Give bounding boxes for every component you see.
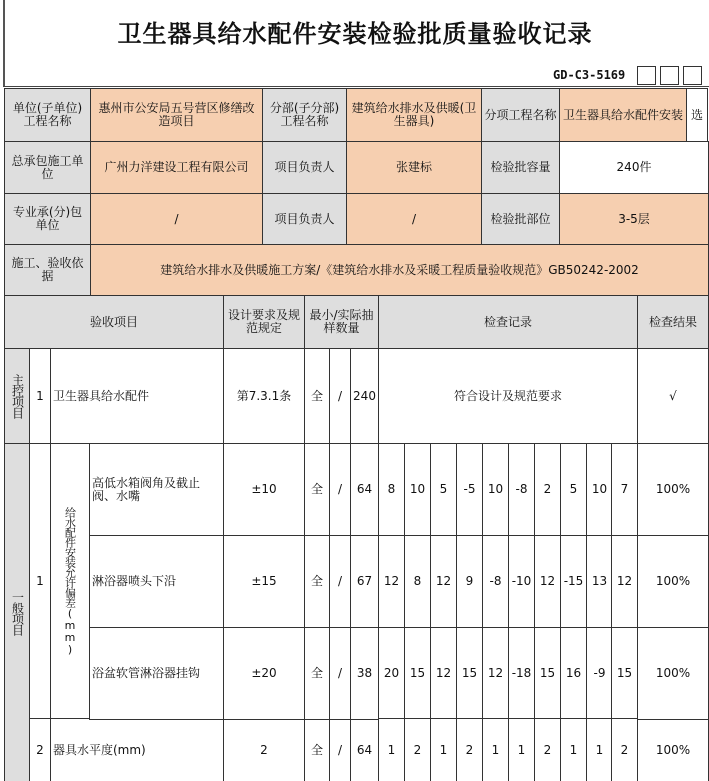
main-item-min: 全 xyxy=(304,348,330,444)
measured-value: -10 xyxy=(508,535,535,628)
measured-value: -5 xyxy=(456,443,483,536)
measured-value: 12 xyxy=(430,535,457,628)
checkbox-1[interactable] xyxy=(637,66,656,85)
measured-value: 1 xyxy=(508,718,535,781)
measured-value: 8 xyxy=(404,535,431,628)
sub-item-result: 100% xyxy=(637,627,709,720)
sub-item-actual: 67 xyxy=(350,535,379,628)
measured-value: 1 xyxy=(560,718,587,781)
main-item-result: √ xyxy=(637,348,709,444)
header-design: 设计要求及规范规定 xyxy=(223,295,305,349)
header-divider xyxy=(3,86,709,87)
sub-item-name: 浴盆软管淋浴器挂钩 xyxy=(89,627,224,720)
page-title: 卫生器具给水配件安装检验批质量验收记录 xyxy=(117,20,593,48)
sub-contractor-value: / xyxy=(90,193,263,245)
main-item-record: 符合设计及规范要求 xyxy=(378,348,638,444)
main-item-name: 卫生器具给水配件 xyxy=(50,348,224,444)
measured-value: 2 xyxy=(611,718,638,781)
measured-value: 5 xyxy=(430,443,457,536)
sub-item-actual: 64 xyxy=(350,443,379,536)
measured-value: 9 xyxy=(456,535,483,628)
measured-value: 1 xyxy=(586,718,613,781)
measured-value: 15 xyxy=(534,627,561,720)
general-item2-no: 2 xyxy=(29,718,51,781)
header-result: 检查结果 xyxy=(637,295,709,349)
measured-value: 12 xyxy=(378,535,405,628)
sub-item-result: 100% xyxy=(637,535,709,628)
general-item2-actual: 64 xyxy=(350,718,379,781)
unit-value: 惠州市公安局五号营区修缮改造项目 xyxy=(90,88,263,142)
contractor-label: 总承包施工单位 xyxy=(4,141,91,194)
general-item2-result: 100% xyxy=(637,718,709,781)
measured-value: 10 xyxy=(482,443,509,536)
header-item: 验收项目 xyxy=(4,295,224,349)
measured-value: 15 xyxy=(456,627,483,720)
basis-label: 施工、验收依据 xyxy=(4,244,91,296)
measured-value: -15 xyxy=(560,535,587,628)
general-item1-no: 1 xyxy=(29,443,51,719)
basis-value: 建筑给水排水及供暖施工方案/《建筑给水排水及采暖工程质量验收规范》GB50242-2002 xyxy=(90,244,709,296)
measured-value: 5 xyxy=(560,443,587,536)
measured-value: 12 xyxy=(534,535,561,628)
measured-value: 2 xyxy=(534,443,561,536)
measured-value: 13 xyxy=(586,535,613,628)
measured-value: 1 xyxy=(378,718,405,781)
sub-contractor-label: 专业承(分)包单位 xyxy=(4,193,91,245)
measured-value: 15 xyxy=(611,627,638,720)
sub-item-slash: / xyxy=(329,443,351,536)
measured-value: 8 xyxy=(378,443,405,536)
capacity-value: 240件 xyxy=(559,141,709,194)
sub-item-slash: / xyxy=(329,535,351,628)
division-value: 建筑给水排水及供暖(卫生器具) xyxy=(346,88,482,142)
sub-item-result: 100% xyxy=(637,443,709,536)
measured-value: 1 xyxy=(430,718,457,781)
sub-item-slash: / xyxy=(329,627,351,720)
main-item-no: 1 xyxy=(29,348,51,444)
general-item2-design: 2 xyxy=(223,718,305,781)
sub-item-design: ±15 xyxy=(223,535,305,628)
sub-item-actual: 38 xyxy=(350,627,379,720)
measured-value: 7 xyxy=(611,443,638,536)
measured-value: 12 xyxy=(611,535,638,628)
sub-item-min: 全 xyxy=(304,627,330,720)
measured-value: 10 xyxy=(586,443,613,536)
sub-item-min: 全 xyxy=(304,443,330,536)
measured-value: 2 xyxy=(456,718,483,781)
measured-value: 12 xyxy=(482,627,509,720)
location-value: 3-5层 xyxy=(559,193,709,245)
main-item-design: 第7.3.1条 xyxy=(223,348,305,444)
header-sample: 最小/实际抽样数量 xyxy=(304,295,379,349)
capacity-label: 检验批容量 xyxy=(481,141,560,194)
manager-value: 张建标 xyxy=(346,141,482,194)
main-group-label: 主控项目 xyxy=(4,348,30,444)
sub-item-min: 全 xyxy=(304,535,330,628)
measured-value: 2 xyxy=(404,718,431,781)
subitem-label: 分项工程名称 xyxy=(481,88,560,142)
measured-value: 16 xyxy=(560,627,587,720)
general-item2-name: 器具水平度(mm) xyxy=(50,718,224,781)
unit-label: 单位(子单位)工程名称 xyxy=(4,88,91,142)
general-group-label: 一般项目 xyxy=(4,443,30,781)
measured-value: 15 xyxy=(404,627,431,720)
division-label: 分部(子分部)工程名称 xyxy=(262,88,347,142)
main-item-slash: / xyxy=(329,348,351,444)
sub-manager-label: 项目负责人 xyxy=(262,193,347,245)
sub-item-design: ±20 xyxy=(223,627,305,720)
location-label: 检验批部位 xyxy=(481,193,560,245)
measured-value: 12 xyxy=(430,627,457,720)
main-item-actual: 240 xyxy=(350,348,379,444)
checkbox-3[interactable] xyxy=(683,66,702,85)
sub-item-name: 高低水箱阀角及截止阀、水嘴 xyxy=(89,443,224,536)
subitem-value: 卫生器具给水配件安装 xyxy=(559,88,687,142)
general-item1-label: 给水配件安装允许偏差(mm) xyxy=(50,443,90,719)
measured-value: 10 xyxy=(404,443,431,536)
measured-value: 20 xyxy=(378,627,405,720)
checkbox-2[interactable] xyxy=(660,66,679,85)
measured-value: -9 xyxy=(586,627,613,720)
sub-item-design: ±10 xyxy=(223,443,305,536)
select-button[interactable]: 选 xyxy=(686,88,708,142)
manager-label: 项目负责人 xyxy=(262,141,347,194)
measured-value: -8 xyxy=(482,535,509,628)
form-code: GD-C3-5169 xyxy=(553,68,626,82)
sub-item-name: 淋浴器喷头下沿 xyxy=(89,535,224,628)
measured-value: -18 xyxy=(508,627,535,720)
general-item2-slash: / xyxy=(329,718,351,781)
measured-value: 2 xyxy=(534,718,561,781)
measured-value: -8 xyxy=(508,443,535,536)
sub-manager-value: / xyxy=(346,193,482,245)
contractor-value: 广州力洋建设工程有限公司 xyxy=(90,141,263,194)
header-record: 检查记录 xyxy=(378,295,638,349)
general-item2-min: 全 xyxy=(304,718,330,781)
measured-value: 1 xyxy=(482,718,509,781)
